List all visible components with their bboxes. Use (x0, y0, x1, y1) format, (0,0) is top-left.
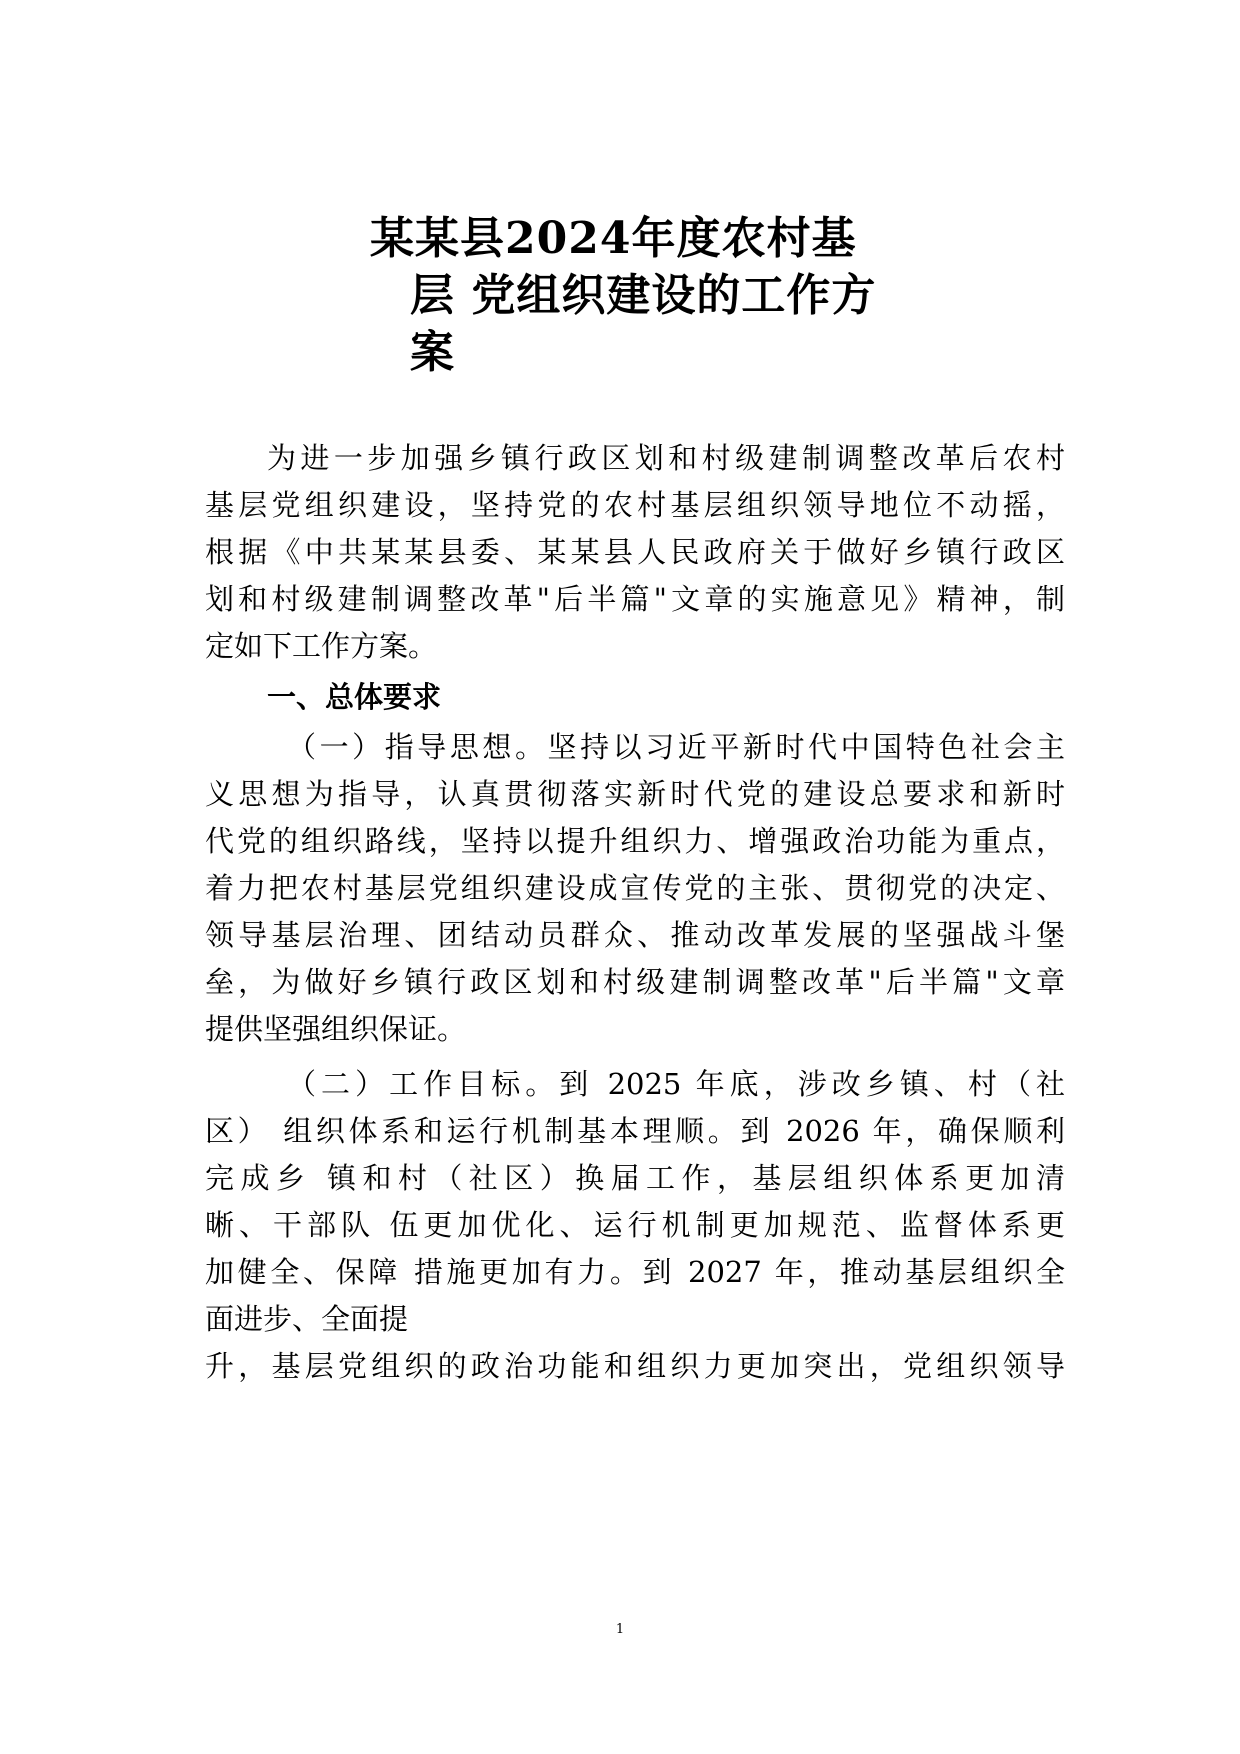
item2-line-5: 加健全、保障 措施更加有力。到 2027 年，推动基层组织全 (205, 1255, 1065, 1289)
intro-line-4: 划和村级建制调整改革"后半篇"文章的实施意见》精神，制 (205, 582, 1065, 616)
item2-line-7: 升，基层党组织的政治功能和组织力更加突出，党组织领导 (205, 1349, 1065, 1383)
title-line-2: 层 党组织建设的工作方 (410, 270, 877, 321)
title-line-3: 案 (410, 327, 455, 378)
intro-line-3: 根据《中共某某县委、某某县人民政府关于做好乡镇行政区 (205, 535, 1065, 569)
item1-line-6: 垒，为做好乡镇行政区划和村级建制调整改革"后半篇"文章 (205, 965, 1065, 999)
item1-line-7: 提供坚强组织保证。 (205, 1012, 467, 1046)
title-line-1: 某某县2024年度农村基 (370, 213, 857, 264)
item1-line-4: 着力把农村基层党组织建设成宣传党的主张、贯彻党的决定、 (205, 871, 1065, 905)
item2-line-3: 完成乡 镇和村（社区）换届工作，基层组织体系更加清 (205, 1161, 1065, 1195)
item1-line-1: （一）指导思想。坚持以习近平新时代中国特色社会主 (287, 730, 1065, 764)
document-body (205, 435, 1065, 1390)
intro-paragraph (205, 435, 1065, 670)
paragraph-gap (205, 1053, 1065, 1061)
item2-line-4: 晰、干部队 伍更加优化、运行机制更加规范、监督体系更 (205, 1208, 1065, 1242)
intro-line-2: 基层党组织建设，坚持党的农村基层组织领导地位不动摇， (205, 488, 1065, 522)
item-guiding-thought-paragraph (205, 724, 1065, 1053)
document-title (370, 210, 890, 381)
item1-line-5: 领导基层治理、团结动员群众、推动改革发展的坚强战斗堡 (205, 918, 1065, 952)
item2-line-2: 区） 组织体系和运行机制基本理顺。到 2026 年，确保顺利 (205, 1114, 1065, 1148)
item-work-goals-paragraph (205, 1061, 1065, 1390)
item1-line-3: 代党的组织路线，坚持以提升组织力、增强政治功能为重点， (205, 824, 1065, 858)
section-heading-overall-requirements: 一、总体要求 (267, 680, 442, 714)
item2-line-1: （二）工作目标。到 2025 年底，涉改乡镇、村（社 (287, 1067, 1065, 1101)
page-number: 1 (615, 1622, 625, 1637)
intro-line-5: 定如下工作方案。 (205, 629, 438, 663)
intro-line-1: 为进一步加强乡镇行政区划和村级建制调整改革后农村 (267, 441, 1065, 475)
item1-line-2: 义思想为指导，认真贯彻落实新时代党的建设总要求和新时 (205, 777, 1065, 811)
item2-line-6: 面进步、全面提 (205, 1302, 409, 1336)
